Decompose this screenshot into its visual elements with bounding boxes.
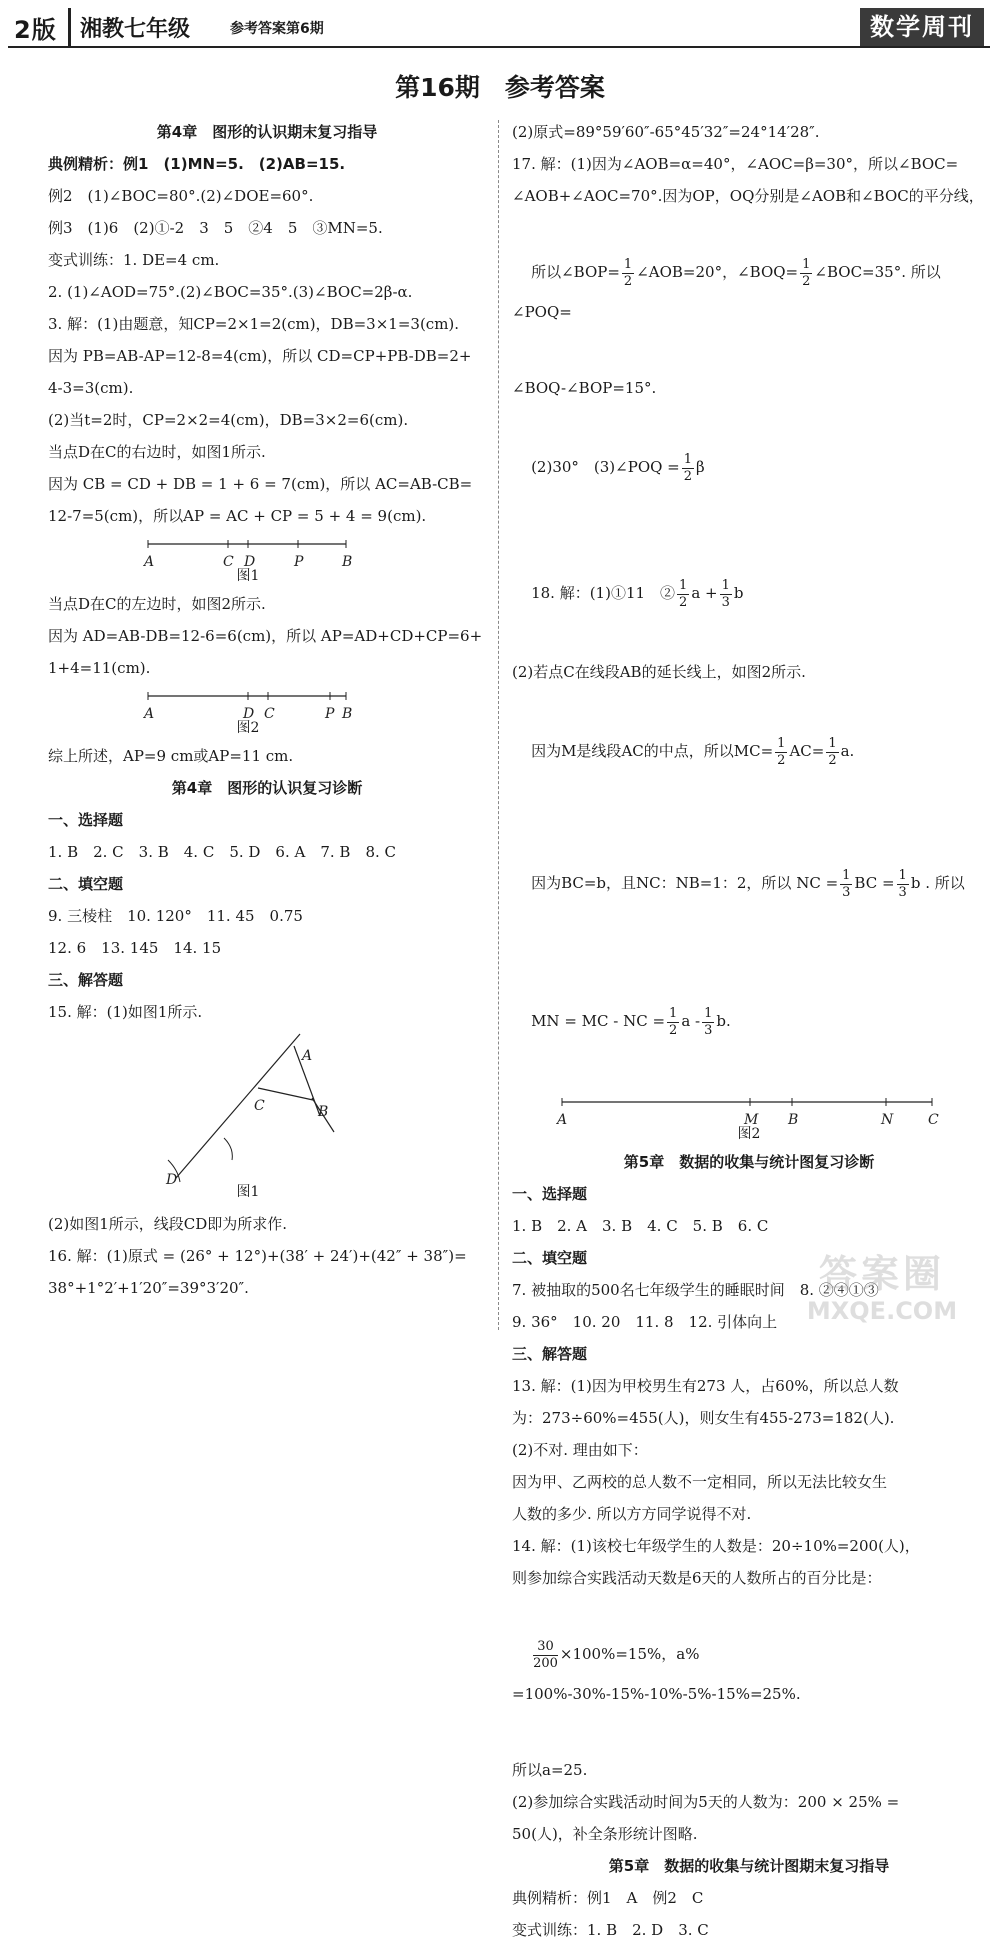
text-line: 因为 PB=AB-AP=12-8=4(cm)，所以 CD=CP+PB-DB=2+ (48, 347, 472, 365)
text-line: 典例精析：例1 (1)MN=5. (2)AB=15. (48, 155, 346, 173)
text-line: 因为 CB = CD + DB = 1 + 6 = 7(cm)，所以 AC=AB-CB= (48, 475, 473, 493)
text-segment: b (733, 584, 744, 602)
figure-caption: 图2 (737, 1126, 761, 1142)
issue-label: 参考答案第6期 (230, 21, 324, 37)
text-segment: 所以∠BOP= (531, 263, 620, 281)
point-label: C (928, 1112, 939, 1128)
subsection-heading: 三、解答题 (48, 971, 124, 989)
text-segment: b. (716, 1012, 731, 1030)
fraction-denominator: 2 (828, 752, 837, 768)
fraction (720, 578, 732, 611)
text-line: 因为 AD=AB-DB=12-6=6(cm)，所以 AP=AD+CD+CP=6+ (48, 627, 483, 645)
text-line: (2)当t=2时，CP=2×2=4(cm)，DB=3×2=6(cm). (48, 411, 409, 429)
fraction (840, 868, 852, 901)
text-line: 4-3=3(cm). (48, 379, 134, 397)
page-title: 第16期 参考答案 (395, 73, 605, 102)
text-line: 人数的多少. 所以方方同学说得不对. (512, 1505, 752, 1523)
fraction (826, 736, 838, 769)
section-heading: 第5章 数据的收集与统计图复习诊断 (623, 1153, 875, 1171)
text-line: (2)如图1所示，线段CD即为所求作. (48, 1215, 288, 1233)
text-line: 则参加综合实践活动天数是6天的人数所占的百分比是： (512, 1569, 882, 1587)
text-line: 9. 三棱柱 10. 120° 11. 45 0.75 (48, 907, 303, 925)
segment-figure-2 (48, 684, 486, 740)
segment-figure-1 (48, 532, 486, 588)
subsection-heading: 二、填空题 (512, 1249, 588, 1267)
text-line: 1. B 2. A 3. B 4. C 5. B 6. C (512, 1217, 769, 1235)
edition-label: 2版 (14, 16, 57, 44)
fraction-denominator: 2 (679, 594, 688, 610)
segment-figure-3 (512, 1090, 986, 1146)
left-column (48, 116, 486, 1304)
fraction (897, 868, 909, 901)
fraction-numerator: 1 (683, 451, 693, 467)
text-line: ∠AOB+∠AOC=70°.因为OP，OQ分别是∠AOB和∠BOC的平分线， (512, 187, 984, 205)
text-line: 12. 6 13. 145 14. 15 (48, 939, 222, 957)
point-label: P (294, 554, 304, 570)
fraction-numerator: 1 (679, 577, 688, 593)
text-line: 3. 解：(1)由题意，知CP=2×1=2(cm)，DB=3×1=3(cm). (48, 315, 460, 333)
fraction-numerator: 1 (721, 577, 730, 593)
fraction-denominator: 2 (683, 468, 693, 484)
point-label: A (144, 706, 155, 722)
fraction-numerator: 1 (623, 256, 633, 272)
text-segment: b . 所以 (910, 874, 965, 892)
point-label: C (254, 1098, 265, 1114)
page-header (8, 8, 990, 48)
text-line: (2)原式=89°59′60″-65°45′32″=24°14′28″. (512, 123, 820, 141)
text-line: 2. (1)∠AOD=75°.(2)∠BOC=35°.(3)∠BOC=2β-α. (48, 283, 413, 301)
fraction (622, 257, 634, 290)
text-line: 变式训练：1. B 2. D 3. C (512, 1921, 709, 1939)
point-label: B (342, 706, 353, 722)
text-line: (2)不对. 理由如下： (512, 1441, 648, 1459)
fraction (702, 1006, 714, 1039)
point-label: C (264, 706, 275, 722)
text-segment: ×100%=15%，a% =100%-30%-15%-10%-5%-15%=25%. (512, 1645, 801, 1703)
text-line: 变式训练：1. DE=4 cm. (48, 251, 220, 269)
point-label: A (302, 1048, 313, 1064)
fraction-numerator: 1 (669, 1005, 678, 1021)
text-line: 15. 解：(1)如图1所示. (48, 1003, 203, 1021)
text-line: (2)参加综合实践活动时间为5天的人数为：200 × 25% = (512, 1793, 900, 1811)
text-line: 为：273÷60%=455(人)，则女生有455-273=182(人). (512, 1409, 895, 1427)
fraction-denominator: 3 (721, 594, 730, 610)
point-label: N (881, 1112, 894, 1128)
text-line: 因为甲、乙两校的总人数不一定相同，所以无法比较女生 (512, 1473, 888, 1491)
text-line: 典例精析：例1 A 例2 C (512, 1889, 704, 1907)
text-line: 12-7=5(cm)，所以AP = AC + CP = 5 + 4 = 9(cm). (48, 507, 427, 525)
figure-caption: 图1 (236, 568, 260, 584)
section-heading: 第4章 图形的认识复习诊断 (171, 779, 363, 797)
fraction (667, 1006, 679, 1039)
text-line: 1. B 2. C 3. B 4. C 5. D 6. A 7. B 8. C (48, 843, 396, 861)
fraction (533, 1639, 558, 1672)
text-line (512, 814, 986, 952)
point-label: A (557, 1112, 568, 1128)
watermark (782, 1252, 982, 1332)
text-line: (2)若点C在线段AB的延长线上，如图2所示. (512, 663, 806, 681)
subsection-heading: 一、选择题 (48, 811, 124, 829)
construction-figure (48, 1028, 486, 1208)
text-segment: a - (681, 1012, 701, 1030)
fraction-numerator: 1 (898, 867, 907, 883)
header-divider (68, 8, 71, 46)
text-line: ∠BOQ-∠BOP=15°. (512, 379, 657, 397)
text-line: 9. 36° 10. 20 11. 8 12. 引体向上 (512, 1313, 778, 1331)
watermark-url: MXQE.COM (806, 1297, 958, 1325)
text-line: 例2 (1)∠BOC=80°.(2)∠DOE=60°. (48, 187, 314, 205)
text-line (512, 688, 986, 814)
text-segment: a. (840, 742, 855, 760)
point-label: A (144, 554, 155, 570)
column-divider (498, 120, 499, 1330)
fraction-numerator: 1 (842, 867, 851, 883)
fraction-denominator: 3 (842, 884, 851, 900)
fraction-denominator: 3 (704, 1022, 713, 1038)
text-segment: BC = (854, 874, 895, 892)
fraction-numerator: 1 (802, 256, 811, 272)
text-line: 例3 (1)6 (2)①-2 3 5 ②4 5 ③MN=5. (48, 219, 383, 237)
point-label: D (166, 1172, 178, 1188)
text-line: 14. 解：(1)该校七年级学生的人数是：20÷10%=200(人)， (512, 1537, 920, 1555)
fraction (800, 257, 812, 290)
text-segment: AC= (789, 742, 825, 760)
text-line: 当点D在C的右边时，如图1所示. (48, 443, 266, 461)
point-label: M (744, 1112, 759, 1128)
fraction-numerator: 30 (533, 1639, 558, 1656)
point-label: C (223, 554, 234, 570)
text-segment: ∠BOC=35°. 所以∠POQ= (512, 263, 941, 321)
fraction-numerator: 1 (704, 1005, 713, 1021)
right-column (512, 116, 986, 1946)
section-heading: 第4章 图形的认识期末复习指导 (156, 123, 378, 141)
figure-caption: 图1 (236, 1184, 260, 1200)
text-line: 38°+1°2′+1′20″=39°3′20″. (48, 1279, 249, 1297)
text-line: 17. 解：(1)因为∠AOB=α=40°，∠AOC=β=30°，所以∠BOC= (512, 155, 959, 173)
fraction-denominator: 2 (802, 273, 811, 289)
text-line (48, 148, 486, 180)
fraction-denominator: 2 (623, 273, 633, 289)
text-line: 所以a=25. (512, 1761, 588, 1779)
text-segment: 因为M是线段AC的中点，所以MC= (531, 742, 774, 760)
fraction-numerator: 1 (828, 735, 837, 751)
text-line (512, 952, 986, 1090)
text-line: 综上所述，AP=9 cm或AP=11 cm. (48, 747, 294, 765)
fraction-denominator: 2 (669, 1022, 678, 1038)
text-line: 7. 被抽取的500名七年级学生的睡眠时间 8. ②④①③ (512, 1281, 879, 1299)
fraction (775, 736, 787, 769)
text-line: 1+4=11(cm). (48, 659, 151, 677)
subsection-heading: 三、解答题 (512, 1345, 588, 1363)
point-label: D (243, 706, 255, 722)
fraction-denominator: 3 (898, 884, 907, 900)
text-line: 50(人)，补全条形统计图略. (512, 1825, 698, 1843)
text-segment: 18. 解：(1)①11 ② (531, 584, 676, 602)
text-segment: MN = MC - NC = (531, 1012, 666, 1030)
text-line: 当点D在C的左边时，如图2所示. (48, 595, 266, 613)
subsection-heading: 二、填空题 (48, 875, 124, 893)
figure-caption: 图2 (236, 720, 260, 736)
fraction-denominator: 200 (533, 1655, 558, 1671)
fraction (682, 452, 694, 485)
text-line: 13. 解：(1)因为甲校男生有273 人，占60%，所以总人数 (512, 1377, 899, 1395)
watermark-text: 答案圈 (818, 1252, 945, 1296)
point-label: B (318, 1104, 329, 1120)
text-line (512, 530, 986, 656)
text-segment: a + (691, 584, 718, 602)
grade-label: 湘教七年级 (80, 17, 191, 42)
fraction-numerator: 1 (777, 735, 786, 751)
fraction-denominator: 2 (777, 752, 786, 768)
fraction (677, 578, 689, 611)
point-label: P (325, 706, 335, 722)
text-segment: ∠AOB=20°，∠BOQ= (636, 263, 799, 281)
construction-diagram (48, 1028, 486, 1188)
text-line (512, 212, 986, 372)
brand-badge: 数学周刊 (860, 8, 984, 46)
text-segment: (2)30° (3)∠POQ = (531, 458, 680, 476)
point-label: B (342, 554, 353, 570)
text-line (512, 1594, 986, 1754)
subsection-heading: 一、选择题 (512, 1185, 588, 1203)
text-segment: 因为BC=b，且NC：NB=1：2，所以 NC = (531, 874, 839, 892)
text-segment: β (696, 458, 705, 476)
text-line: 16. 解：(1)原式 = (26° + 12°)+(38′ + 24′)+(42″ + 38″)= (48, 1247, 467, 1265)
point-label: B (788, 1112, 799, 1128)
text-line (512, 404, 986, 530)
section-heading: 第5章 数据的收集与统计图期末复习指导 (608, 1857, 890, 1875)
point-label: D (244, 554, 256, 570)
